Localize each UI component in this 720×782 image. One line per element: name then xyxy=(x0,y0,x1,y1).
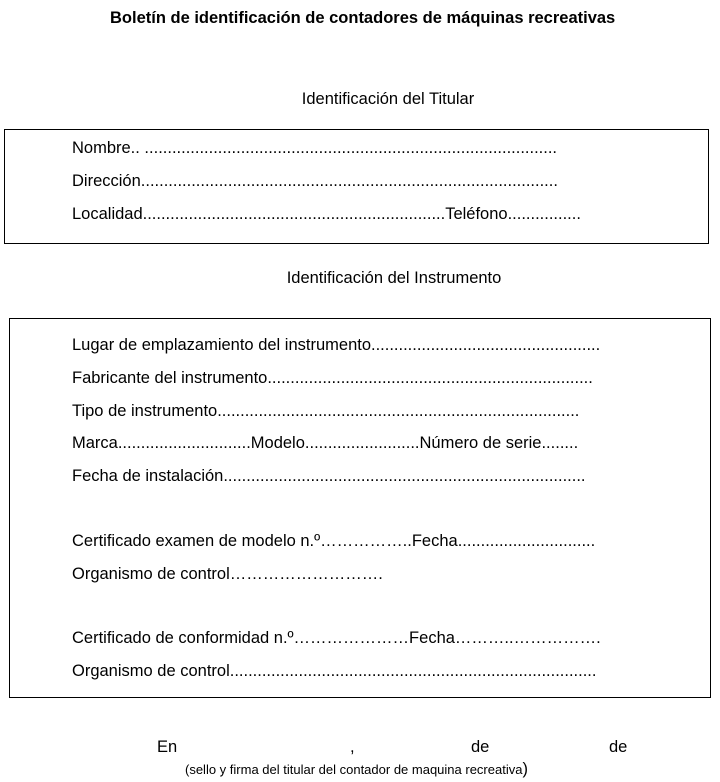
tipo-instrumento-field[interactable]: Tipo de instrumento............................................................................... xyxy=(72,402,580,420)
titular-heading: Identificación del Titular xyxy=(301,90,475,108)
footer-comma: , xyxy=(350,738,355,756)
footer-en: En xyxy=(157,738,178,756)
nombre-field[interactable]: Nombre.. .......................................................................................... xyxy=(72,139,558,157)
footer-de-1: de xyxy=(471,738,490,756)
marca-modelo-serie-field[interactable]: Marca.............................Modelo.........................Número de serie........ xyxy=(72,434,579,452)
organismo-control-field-1[interactable]: Organismo de control………………………. xyxy=(72,565,383,583)
signature-note-close: ) xyxy=(522,760,528,778)
instrument-heading: Identificación del Instrumento xyxy=(286,269,502,287)
certificado-conformidad-field[interactable]: Certificado de conformidad n.º…………………Fecha………..……………. xyxy=(72,629,601,647)
localidad-telefono-field[interactable]: Localidad..................................................................Teléfono................ xyxy=(72,205,581,223)
footer-de-2: de xyxy=(609,738,628,756)
organismo-control-field-2[interactable]: Organismo de control................................................................................ xyxy=(72,662,597,680)
lugar-emplazamiento-field[interactable]: Lugar de emplazamiento del instrumento.................................................. xyxy=(72,336,601,354)
fabricante-field[interactable]: Fabricante del instrumento....................................................................... xyxy=(72,369,593,387)
direccion-field[interactable]: Dirección........................................................................................... xyxy=(72,172,558,190)
fecha-instalacion-field[interactable]: Fecha de instalación............................................................................... xyxy=(72,467,586,485)
certificado-examen-field[interactable]: Certificado examen de modelo n.º……………..Fecha.............................. xyxy=(72,532,596,550)
document-title: Boletín de identificación de contadores de máquinas recreativas xyxy=(110,9,616,27)
signature-note xyxy=(185,760,528,779)
signature-note-text: (sello y firma del titular del contador de maquina recreativa xyxy=(185,762,523,777)
